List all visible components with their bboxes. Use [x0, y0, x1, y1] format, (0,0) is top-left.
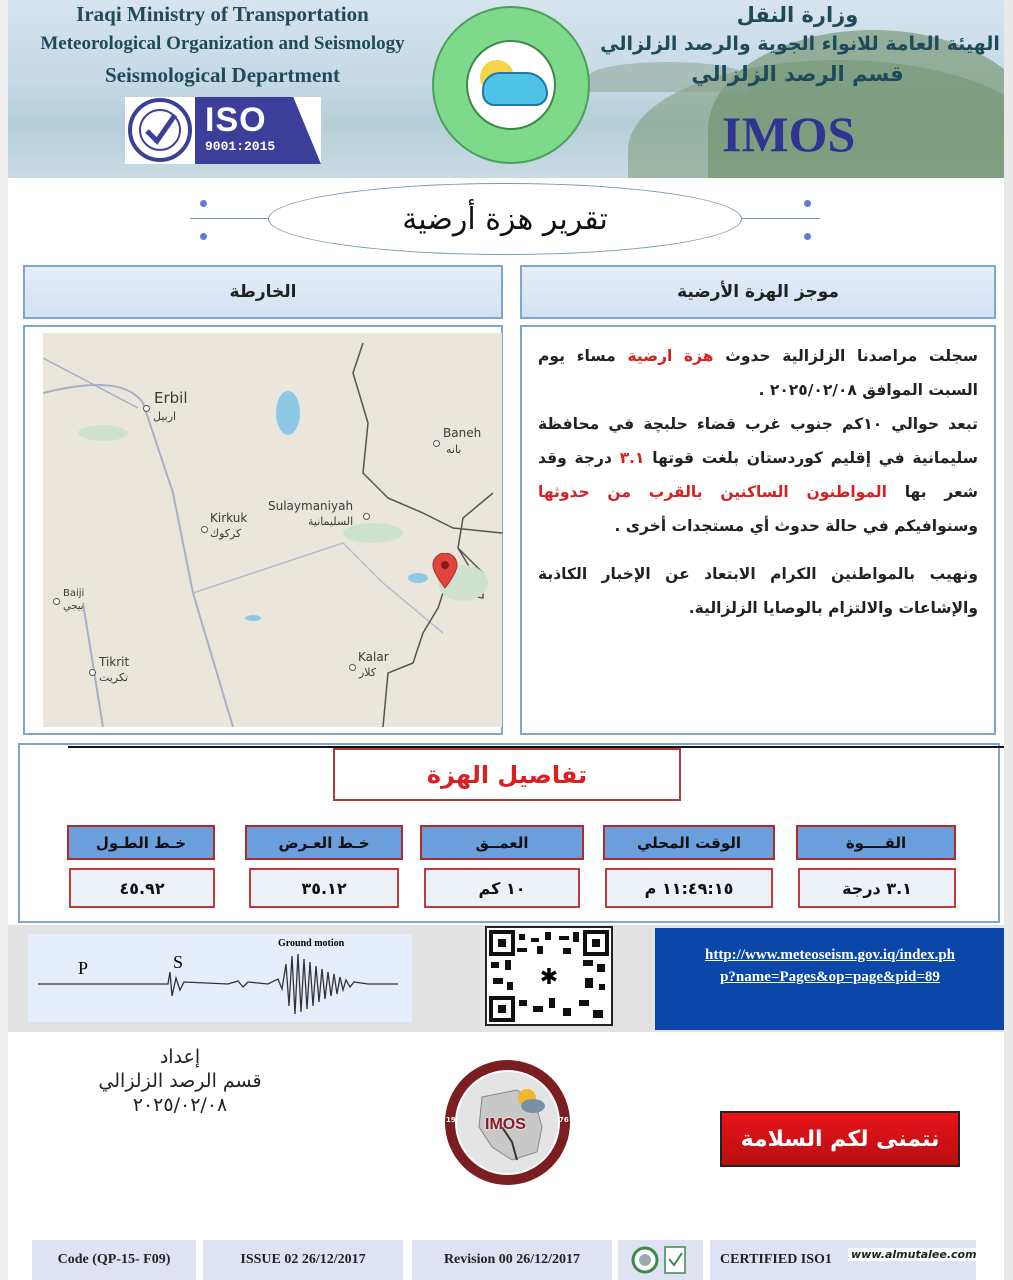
- summary-text: [520, 325, 996, 735]
- issue-info: ISSUE 02 26/12/2017: [203, 1240, 403, 1280]
- highlight-magnitude: ٣.١: [619, 449, 645, 467]
- map-city-label-ar: بيجي: [63, 601, 84, 612]
- summary-paragraph: سجلت مراصدنا الزلزالية حدوث هزة ارضية مساء يوم السبت الموافق ٢٠٢٥/٠٢/٠٨ .: [538, 347, 978, 399]
- revision-info: Revision 00 26/12/2017: [412, 1240, 612, 1280]
- highlight-earthquake: هزة ارضية: [627, 347, 714, 365]
- map-city-label-ar: كركوك: [210, 527, 242, 540]
- iso-certification-badge: [125, 97, 321, 164]
- iso-number: 9001:2015: [205, 139, 276, 154]
- qr-code[interactable]: [485, 926, 613, 1026]
- checkmark-seal-icon: [127, 97, 193, 163]
- left-edge: [0, 0, 8, 1280]
- cloud-icon: [482, 72, 548, 106]
- map-city-label[interactable]: Kalar: [358, 650, 389, 664]
- prepared-date: ٢٠٢٥/٠٢/٠٨: [132, 1094, 228, 1116]
- local-time-label: الوقت المحلي: [603, 825, 775, 860]
- latitude-value: ٣٥.١٢: [249, 868, 399, 908]
- brand-title: IMOS: [722, 106, 856, 162]
- organization-name-en: Meteorological Organization and Seismology: [40, 33, 405, 54]
- map-city-label-ar: اربيل: [153, 410, 177, 423]
- epicenter-pin-icon[interactable]: [432, 553, 458, 589]
- decor-dot: [804, 233, 811, 240]
- map-city-label[interactable]: Erbil: [154, 389, 188, 407]
- decor-dot: [200, 200, 207, 207]
- city-dot: [143, 405, 150, 412]
- magnitude-label: القــــوة: [796, 825, 956, 860]
- depth-value: ١٠ كم: [424, 868, 580, 908]
- website-link-box: [655, 928, 1005, 1030]
- details-title: تفاصيل الهزة: [333, 748, 681, 801]
- map-city-label-ar: السليمانية: [308, 515, 354, 528]
- svg-text:✱: ✱: [539, 965, 559, 990]
- certified-iso: CERTIFIED ISO1: [710, 1240, 976, 1280]
- certification-seal-icon: [631, 1245, 691, 1275]
- map-city-label[interactable]: Kirkuk: [210, 511, 248, 525]
- ministry-name-ar: وزارة النقل: [736, 3, 859, 27]
- map[interactable]: [43, 333, 502, 727]
- latitude-label: خـط العـرض: [245, 825, 403, 860]
- longitude-value: ٤٥.٩٢: [69, 868, 215, 908]
- map-section-header: الخارطة: [23, 265, 503, 319]
- safety-message-banner: نتمنى لكم السلامة: [720, 1111, 960, 1167]
- round-logo-brand: IMOS: [485, 1116, 526, 1133]
- p-wave-label: P: [78, 958, 89, 978]
- longitude-label: خـط الطـول: [67, 825, 215, 860]
- city-dot: [201, 526, 208, 533]
- document-code: Code (QP-15- F09): [32, 1240, 196, 1280]
- year-right: 76: [559, 1116, 569, 1124]
- watermark: www.almutalee.com: [848, 1248, 980, 1261]
- summary-section-header: موجز الهزة الأرضية: [520, 265, 996, 319]
- waveform-icon: [28, 934, 412, 1022]
- map-city-label[interactable]: Sulaymaniyah: [268, 499, 354, 513]
- right-edge: [1004, 0, 1013, 1280]
- map-city-label-ar: بانه: [446, 443, 462, 456]
- city-dot: [433, 440, 440, 447]
- department-name-en: Seismological Department: [104, 63, 341, 87]
- website-link[interactable]: http://www.meteoseism.gov.iq/index.ph p?name=Pages&op=page&pid=89: [704, 947, 956, 985]
- qr-code-icon: [487, 928, 611, 1024]
- organization-name-ar: الهيئة العامة للانواء الجوية والرصد الزلزالي: [600, 33, 1000, 55]
- certification-logos: [618, 1240, 703, 1280]
- magnitude-value: ٣.١ درجة: [798, 868, 956, 908]
- map-city-label-ar: كلار: [359, 666, 377, 679]
- map-city-label-ar: تكريت: [99, 671, 129, 684]
- map-city-label[interactable]: Baneh: [443, 426, 482, 440]
- ground-motion-label: Ground motion: [278, 938, 345, 949]
- highlight-residents: المواطنون الساكنين بالقرب من حدوثها: [538, 483, 887, 501]
- imos-round-logo: [445, 1060, 570, 1185]
- report-title: تقرير هزة أرضية: [268, 183, 742, 255]
- summary-advisory: ونهيب بالمواطنين الكرام الابتعاد عن الإخبار الكاذبة والإشاعات والالتزام بالوصايا الزلزالية.: [538, 565, 978, 617]
- summary-paragraph: تبعد حوالي ١٠كم جنوب غرب قضاء حلبچة في محافظة سليمانية في إقليم كوردستان بلغت قوتها ٣.١ درجة وقد شعر بها المواطنون الساكنين بالقرب من حدوثها وسنوافيكم في حالة حدوث أي مستجدات أخرى .: [538, 415, 978, 535]
- divider-left: [190, 218, 270, 219]
- seismogram-image: [28, 934, 412, 1022]
- divider-right: [740, 218, 820, 219]
- organization-logo: [432, 6, 590, 164]
- prepared-department: قسم الرصد الزلزالي: [98, 1070, 262, 1092]
- department-name-ar: قسم الرصد الزلزالي: [691, 62, 904, 86]
- ministry-name-en: Iraqi Ministry of Transportation: [76, 2, 369, 26]
- local-time-value: ١١:٤٩:١٥ م: [605, 868, 773, 908]
- city-dot: [363, 513, 370, 520]
- map-city-label[interactable]: Tikrit: [99, 655, 130, 669]
- decor-dot: [200, 233, 207, 240]
- city-dot: [53, 598, 60, 605]
- iso-label: ISO: [205, 101, 267, 139]
- year-left: 19: [446, 1116, 456, 1124]
- city-dot: [89, 669, 96, 676]
- depth-label: العمــق: [420, 825, 584, 860]
- prepared-label: إعداد: [159, 1046, 201, 1068]
- prepared-by: [60, 1045, 300, 1117]
- decor-dot: [804, 200, 811, 207]
- city-dot: [349, 664, 356, 671]
- map-city-label[interactable]: Baiji: [63, 588, 85, 599]
- s-wave-label: S: [173, 952, 184, 972]
